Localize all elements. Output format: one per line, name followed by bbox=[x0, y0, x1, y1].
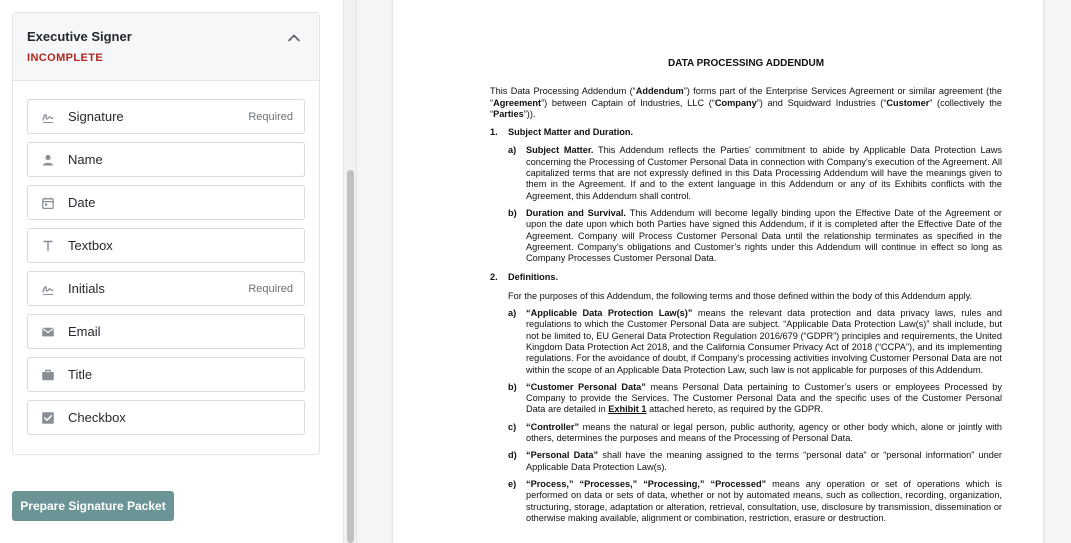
checkbox-icon bbox=[40, 410, 56, 426]
field-list bbox=[13, 81, 319, 435]
field-label: Email bbox=[68, 324, 101, 339]
field-name[interactable] bbox=[27, 142, 305, 177]
mail-icon bbox=[40, 324, 56, 340]
document-viewer bbox=[358, 0, 1071, 543]
section-paragraph: For the purposes of this Addendum, the following terms and those defined within the body of this Addendum apply. bbox=[508, 290, 973, 301]
signer-status-badge: INCOMPLETE bbox=[27, 52, 104, 64]
definition-item: b) “Customer Personal Data” means Personal Data pertaining to Customer’s users or employees Processed by Company to provide the Services. The Customer Personal Data and the specific uses of the Customer Personal Data are detailed in Exhibit 1 attached hereto, as required by the GDPR. bbox=[508, 381, 1002, 415]
definition-item: e) “Process,” “Processes,” “Processing,” “Processed” means any operation or set of operations which is performed on data or sets of data, whether or not by automated means, such as collection, recording, organization, structuring, storage, adaptation or alteration, retrieval, consultation, use, disclosure by transmission, dissemination or otherwise making available, alignment or combination, restriction, erasure or destruction. bbox=[508, 478, 1002, 523]
field-label: Name bbox=[68, 152, 103, 167]
section-heading: 1. Subject Matter and Duration. bbox=[490, 127, 634, 138]
briefcase-icon bbox=[40, 367, 56, 383]
document-content bbox=[490, 58, 1002, 530]
document-title: DATA PROCESSING ADDENDUM bbox=[667, 58, 825, 69]
prepare-signature-packet-button[interactable]: Prepare Signature Packet bbox=[12, 491, 174, 521]
field-label: Signature bbox=[68, 109, 124, 124]
field-title[interactable] bbox=[27, 357, 305, 392]
field-label: Textbox bbox=[68, 238, 113, 253]
field-signature[interactable] bbox=[27, 99, 305, 134]
document-intro: This Data Processing Addendum (“Addendum”) forms part of the Enterprise Services Agreement or similar agreement (the “Agreement”) between Captain of Industries, LLC (“Company”) and Squidward Industries (“Customer” (collectively the “Parties”)). bbox=[490, 86, 1003, 119]
document-page[interactable] bbox=[393, 0, 1043, 543]
field-label: Title bbox=[68, 367, 93, 382]
scrollbar-thumb[interactable] bbox=[347, 170, 354, 543]
text-icon bbox=[40, 238, 56, 254]
calendar-icon bbox=[40, 195, 56, 211]
exhibit-link[interactable]: Exhibit 1 bbox=[608, 404, 647, 415]
field-initials[interactable] bbox=[27, 271, 305, 306]
signer-name: Executive Signer bbox=[27, 29, 132, 44]
field-label: Checkbox bbox=[68, 410, 126, 425]
definition-item: d) “Personal Data” shall have the meaning assigned to the terms “personal data” or “personal information” under Applicable Data Protection Law(s). bbox=[508, 450, 1002, 472]
definition-item: c) “Controller” means the natural or legal person, public authority, agency or other body which, alone or jointly with others, determines the purposes and means of the Processing of Personal Data. bbox=[508, 421, 1002, 444]
chevron-up-icon[interactable] bbox=[287, 31, 301, 45]
section-item: b) Duration and Survival. This Addendum will become legally binding upon the Effective Date of the Agreement or upon the date upon which both Parties have signed this Addendum, if it is completed after the Effective Date of the Agreement. Company will Process Customer Personal Data until the relationship terminates as specified in the Agreement. Company’s obligations and Customer’s rights under this Addendum will continue in effect so long as Company Processes Customer Personal Data. bbox=[508, 207, 1002, 264]
section-item: a) Subject Matter. This Addendum reflects the Parties’ commitment to abide by Applicable Data Protection Laws concerning the Processing of Customer Personal Data in connection with Company’s execution of the Agreement. All capitalized terms that are not expressly defined in this Data Processing Addendum will have the meanings given to them in the Agreement. If and to the extent language in this Addendum or any of its Exhibits conflicts with the Agreement, this Addendum shall control. bbox=[508, 145, 1002, 201]
signature-icon bbox=[40, 109, 56, 125]
field-textbox[interactable] bbox=[27, 228, 305, 263]
scrollbar[interactable] bbox=[343, 0, 357, 543]
sidebar bbox=[0, 0, 343, 543]
required-badge: Required bbox=[248, 282, 293, 295]
field-label: Date bbox=[68, 195, 96, 210]
definition-item: a) “Applicable Data Protection Law(s)” means the relevant data protection and data privacy laws, rules and regulations to which the Customer Personal Data are subject. “Applicable Data Protection Law(s)” shall include, but not be limited to, EU General Data Protection Regulation 2016/679 (“GDPR”) principles and requirements, the United Kingdom Data Protection Act 2018, and the California Consumer Privacy Act of 2018 (“CCPA”), and its implementing regulations. For the avoidance of doubt, if Company’s processing activities involving Customer Personal Data are not within the scope of an Applicable Data Protection Law, such law is not applicable for purposes of this Addendum. bbox=[508, 308, 1002, 375]
signature-icon bbox=[40, 281, 56, 297]
field-email[interactable] bbox=[27, 314, 305, 349]
signer-panel bbox=[12, 12, 320, 455]
section-heading: 2. Definitions. bbox=[490, 272, 559, 283]
field-checkbox[interactable] bbox=[27, 400, 305, 435]
person-icon bbox=[40, 152, 56, 168]
signer-header[interactable] bbox=[13, 13, 319, 81]
field-date[interactable] bbox=[27, 185, 305, 220]
field-label: Initials bbox=[68, 281, 105, 296]
required-badge: Required bbox=[248, 110, 293, 123]
